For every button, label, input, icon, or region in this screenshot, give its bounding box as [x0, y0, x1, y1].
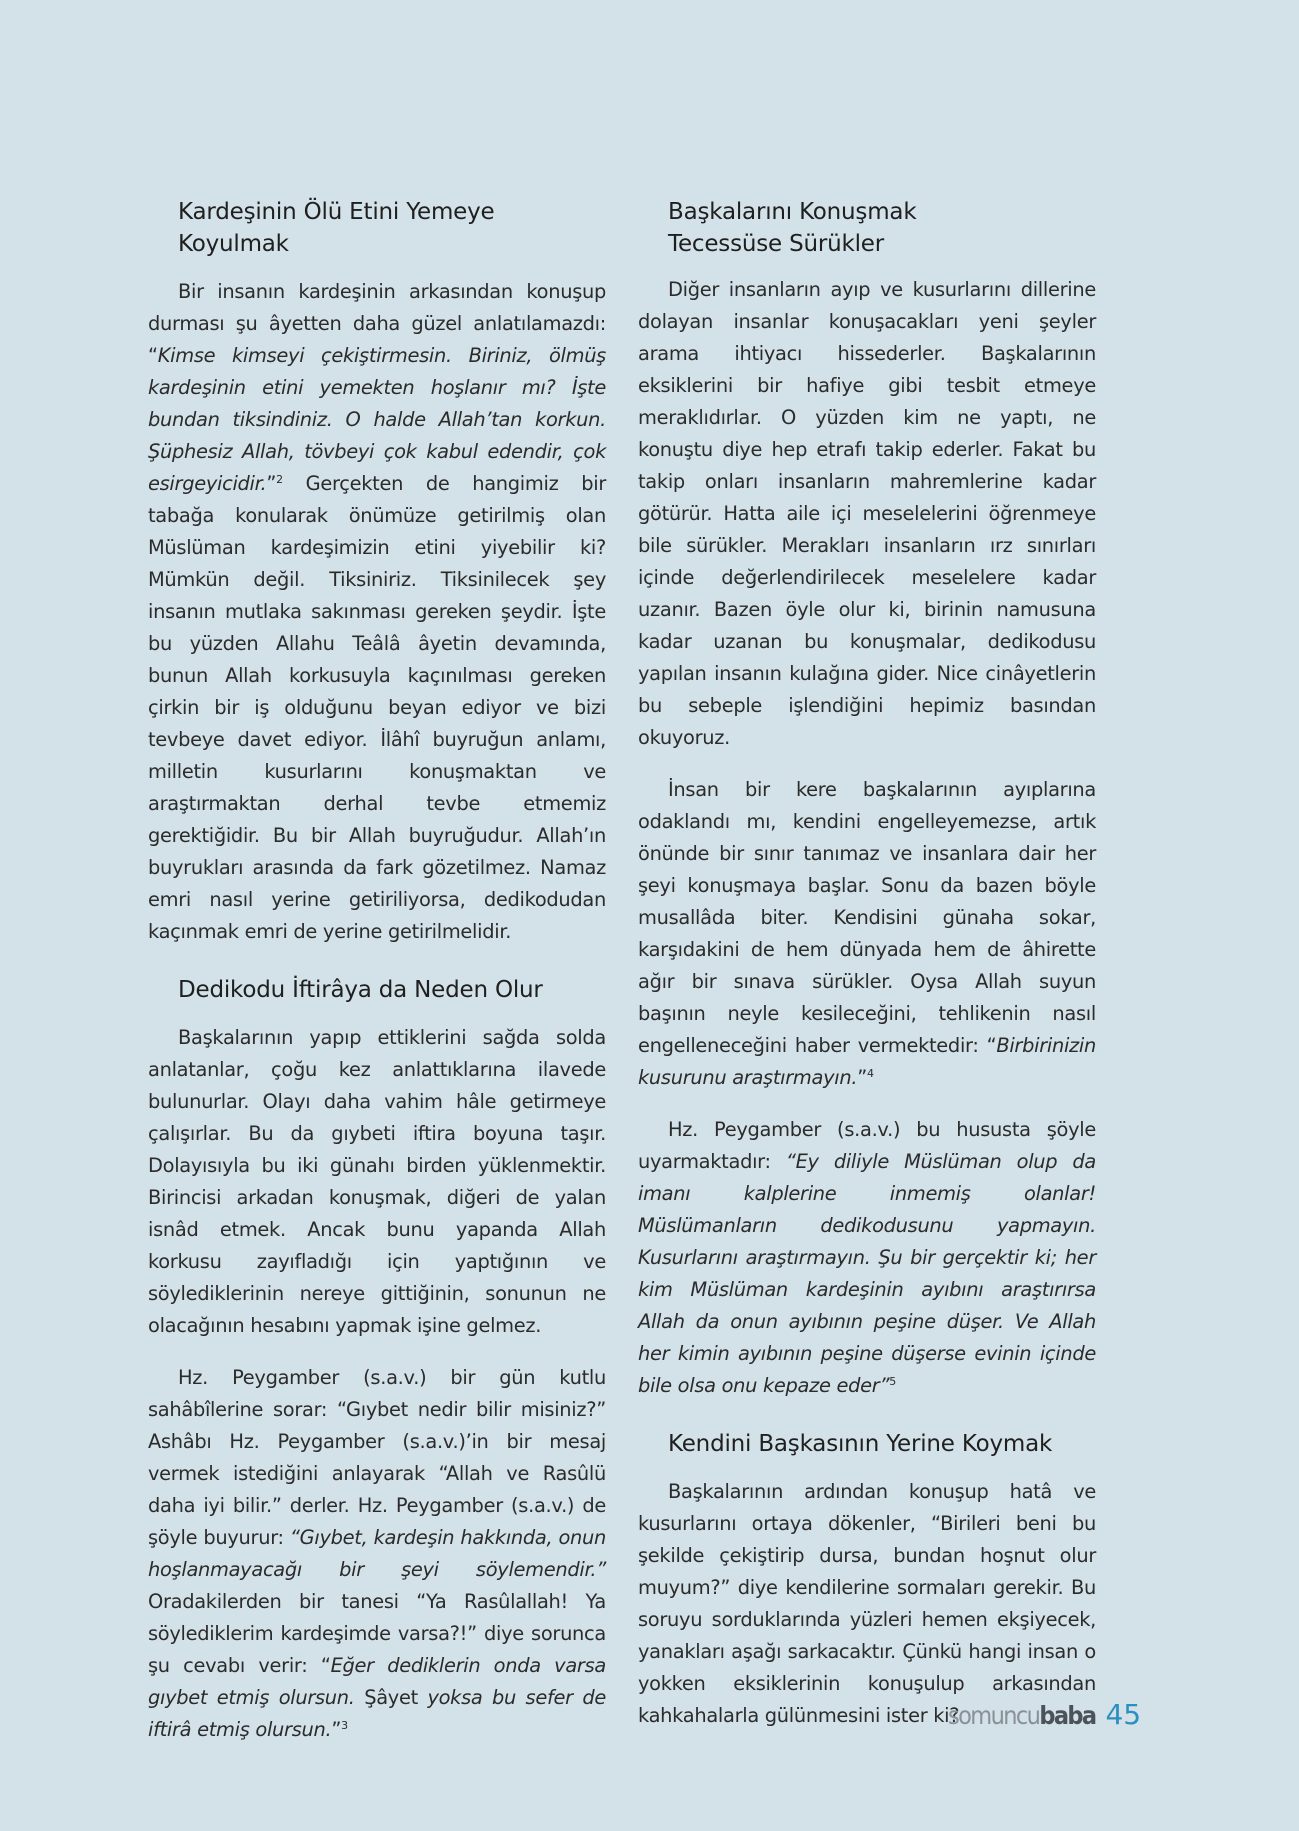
text-run: Başkalarının yapıp ettiklerini sağda solda anlatanlar, çoğu kez anlattıklarına ilavede bulunurlar. Olayı daha vahim hâle getirmeye çalışırlar. Bu da gıybeti iftira boyuna taşır. Dolayısıyla bu iki günahı birden yüklenmektir. Birincisi arkadan konuşmak, diğeri de yalan isnâd etmek. Ancak bunu yapanda Allah korkusu zayıfladığı için yaptığının ve söylediklerinin nereye gittiğinin, sonunun ne olacağının hesabını yapmak işine gelmez. — [148, 1026, 606, 1337]
brand-light: somuncu — [948, 1701, 1040, 1730]
quote-text: Birbirinizin kusurunu araştırmayın. — [638, 1034, 1096, 1089]
text-run: ” — [857, 1066, 867, 1089]
magazine-logo — [948, 1701, 1095, 1730]
text-run: Diğer insanların ayıp ve kusurlarını dillerine dolayan insanlar konuşacakları yeni şeyler arama ihtiyacı hissederler. Başkalarının eksiklerini bir hafiye gibi tesbit etmeye meraklıdırlar. O yüzden kim ne yaptı, ne konuştu diye hep etrafı takip ederler. Fakat bu takip onları insanların mahremlerine kadar götürür. Hatta aile içi meselelerini öğrenmeye bile sürükler. Merakları insanların ırz sınırları içinde değerlendirilecek meselelere kadar uzanır. Bazen öyle olur ki, birinin namusuna kadar uzanan bu konuşmalar, dedikodusu yapılan insanın kulağına gider. Nice cinâyetlerin bu sebeple işlendiğini hepimiz basından okuyoruz. — [638, 278, 1096, 749]
left-column — [148, 196, 606, 1766]
footnote-ref: 4 — [866, 1067, 874, 1080]
text-run: İnsan bir kere başkalarının ayıplarına odaklandı mı, kendini engelleyemezse, artık önünde bir sınır tanımaz ve insanlara dair her şeyi konuşmaya başlar. Sonu da bazen böyle musallâda biter. Kendisini günaha sokar, karşıdakini de hem dünyada hem de âhirette ağır bir sınava sürükler. Oysa Allah suyun başının neyle kesileceğini, tehlikenin nasıl engelleneceğini haber vermektedir: “ — [638, 778, 1096, 1057]
text-run: Gerçekten de hangimiz bir tabağa konularak önümüze getirilmiş olan Müslüman kardeşimizin etini yiyebilir ki? Mümkün değil. Tiksiniriz. Tiksinilecek şey insanın mutlaka sakınması gereken şeydir. İşte bu yüzden Allahu Teâlâ âyetin devamında, bunun Allah korkusuyla kaçınılması gereken çirkin bir iş olduğunu beyan ediyor ve bizi tevbeye davet ediyor. İlâhî buyruğun anlamı, milletin kusurlarını konuşmaktan ve araştırmaktan derhal tevbe etmemiz gerektiğidir. Bu bir Allah buyruğudur. Allah’ın buyrukları arasında da fark gözetilmez. Namaz emri nasıl yerine getiriliyorsa, dedikodudan kaçınmak emri de yerine getirilmelidir. — [148, 472, 606, 943]
paragraph — [638, 274, 1096, 754]
quote-text: Kimse kimseyi çekiştirmesin. Biriniz, ölmüş kardeşinin etini yemekten hoşlanır mı? İşte bundan tiksindiniz. O halde Allah’tan korkun. Şüphesiz Allah, tövbeyi çok kabul edendir, çok esirgeyicidir. — [148, 344, 606, 495]
paragraph — [148, 1362, 606, 1746]
section-heading: Dedikodu İftirâya da Neden Olur — [178, 977, 543, 1003]
brand-bold: baba — [1039, 1701, 1096, 1730]
text-run: Hz. Peygamber (s.a.v.) bir gün kutlu sahâbîlerine sorar: “Gıybet nedir bilir misiniz?” Ashâbı Hz. Peygamber (s.a.v.)’in bir mesaj vermek istediğini anlayarak “Allah ve Rasûlü daha iyi bilir.” derler. Hz. Peygamber (s.a.v.) de şöyle buyurur: — [148, 1366, 606, 1549]
text-run: Bir insanın kardeşinin arkasından konuşup durması şu âyetten daha güzel anlatılamazdı: “ — [148, 280, 606, 367]
footnote-ref: 3 — [341, 1719, 348, 1732]
section-heading: Kendini Başkasının Yerine Koymak — [668, 1431, 1053, 1457]
paragraph — [148, 276, 606, 948]
page-number: 45 — [1105, 1698, 1142, 1731]
section-heading-line: Tecessüse Sürükler — [668, 231, 885, 257]
paragraph — [638, 1114, 1096, 1402]
text-run: Oradakilerden bir tanesi “Ya Rasûlallah! Ya söylediklerim kardeşimde varsa?!” diye sorunca şu cevabı verir: “ — [148, 1590, 606, 1677]
text-run: ” — [331, 1718, 342, 1741]
right-column — [638, 196, 1096, 1752]
quote-text: Eğer dediklerin onda varsa gıybet etmiş olursun. — [148, 1654, 606, 1709]
text-run: ” — [266, 472, 277, 495]
page-footer — [948, 1698, 1141, 1731]
text-run: Başkalarının ardından konuşup hatâ ve kusurlarını ortaya dökenler, “Birileri beni bu şekilde çekiştirip dursa, bundan hoşnut olur muyum?” diye kendilerine sormaları gerekir. Bu soruyu sorduklarında yüzleri hemen ekşiyecek, yanakları aşağı sarkacaktır. Çünkü hangi insan o yokken eksiklerinin konuşulup arkasından kahkahalarla gülünmesini ister ki? — [638, 1480, 1096, 1727]
section-heading — [668, 196, 1096, 260]
text-run: Hz. Peygamber (s.a.v.) bu hususta şöyle uyarmaktadır: — [638, 1118, 1096, 1173]
footnote-ref: 2 — [276, 473, 283, 486]
footnote-ref: 5 — [889, 1375, 896, 1388]
quote-text: “Ey diliyle Müslüman olup da imanı kalplerine inmemiş olanlar! Müslümanların dedikodusunu yapmayın. Kusurlarını araştırmayın. Şu bir gerçektir ki; her kim Müslüman kardeşinin ayıbını araştırırsa Allah da onun ayıbının peşine düşer. Ve Allah her kimin ayıbının peşine düşerse evinin içinde bile olsa onu kepaze eder” — [638, 1150, 1096, 1397]
text-run: Şâyet — [354, 1686, 428, 1709]
paragraph — [638, 1476, 1096, 1732]
paragraph — [638, 774, 1096, 1094]
quote-text: “Gıybet, kardeşin hakkında, onun hoşlanmayacağı bir şeyi söylemendir.” — [148, 1526, 607, 1581]
section-heading-line: Başkalarını Konuşmak — [668, 199, 917, 225]
section-heading: Kardeşinin Ölü Etini Yemeye Koyulmak — [178, 199, 495, 257]
quote-text: yoksa bu sefer de iftirâ etmiş olursun. — [148, 1686, 606, 1741]
paragraph — [148, 1022, 606, 1342]
